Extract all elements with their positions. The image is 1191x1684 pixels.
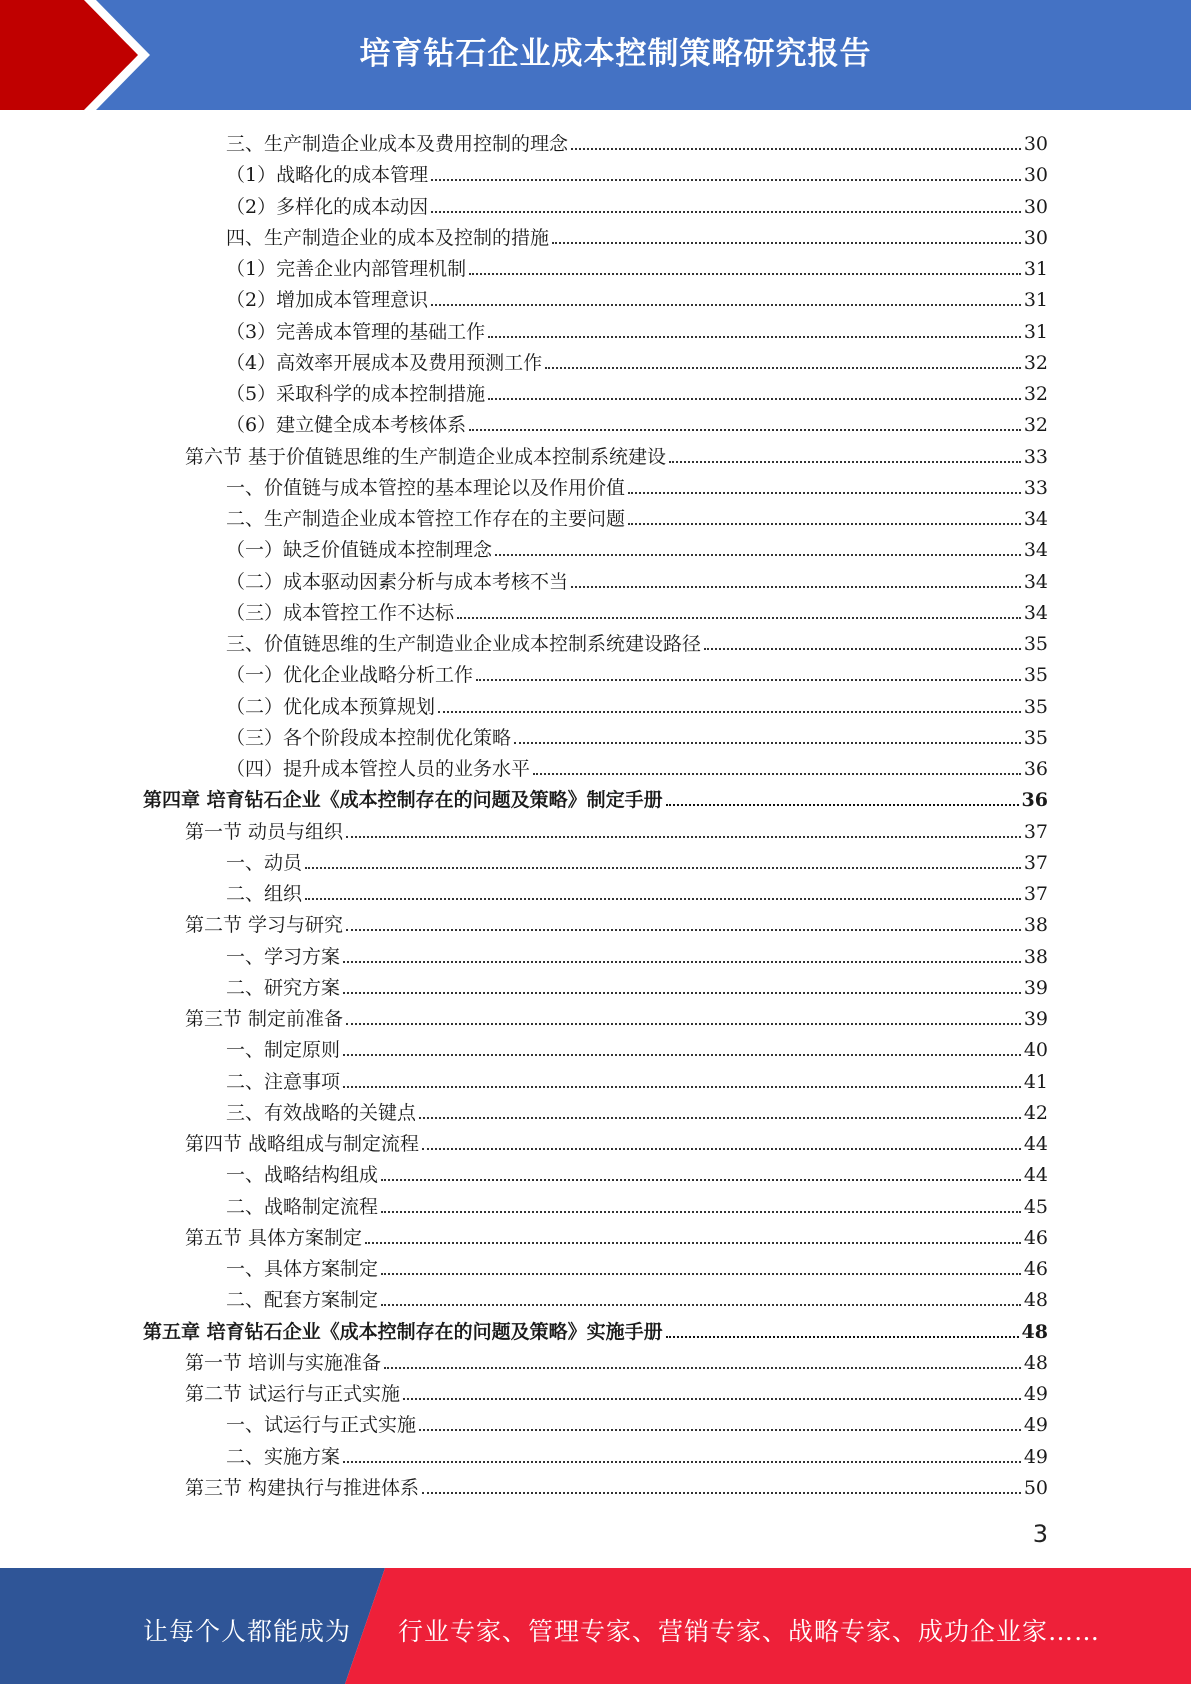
toc-entry-title: 二、战略制定流程 [226, 1196, 379, 1218]
toc-entry-title: 一、价值链与成本管控的基本理论以及作用价值 [226, 477, 626, 499]
toc-entry-page: 49 [1023, 1414, 1048, 1436]
toc-entry-page: 34 [1023, 602, 1048, 624]
toc-entry-page: 49 [1023, 1383, 1048, 1405]
toc-entry-title: 一、试运行与正式实施 [226, 1414, 417, 1436]
toc-dot-leader [552, 242, 1021, 244]
toc-entry-title: 二、研究方案 [226, 977, 341, 999]
toc-entry-page: 49 [1023, 1446, 1048, 1468]
toc-entry-page: 44 [1023, 1164, 1048, 1186]
toc-dot-leader [381, 1179, 1021, 1181]
toc-entry-page: 38 [1023, 914, 1048, 936]
toc-dot-leader [343, 1054, 1021, 1056]
toc-entry-title: 四、生产制造企业的成本及控制的措施 [226, 227, 550, 249]
toc-entry-page: 39 [1023, 977, 1048, 999]
toc-entry-page: 32 [1023, 352, 1048, 374]
toc-entry[interactable] [143, 784, 1048, 812]
toc-entry[interactable] [185, 1472, 1048, 1500]
toc-entry-title: 一、制定原则 [226, 1039, 341, 1061]
toc-dot-leader [704, 648, 1021, 650]
toc-entry-title: （1）战略化的成本管理 [226, 164, 429, 186]
toc-entry-page: 48 [1021, 1321, 1048, 1343]
toc-dot-leader [628, 492, 1021, 494]
toc-entry-page: 37 [1023, 821, 1048, 843]
toc-entry-title: （三）各个阶段成本控制优化策略 [226, 727, 512, 749]
toc-entry[interactable] [226, 534, 1048, 562]
toc-entry[interactable] [226, 1066, 1048, 1094]
toc-dot-leader [495, 554, 1021, 556]
toc-entry-page: 30 [1023, 196, 1048, 218]
page-number: 3 [1032, 1520, 1048, 1548]
toc-entry-page: 36 [1023, 758, 1048, 780]
toc-entry[interactable] [226, 1441, 1048, 1469]
toc-entry-page: 45 [1023, 1196, 1048, 1218]
toc-dot-leader [431, 304, 1021, 306]
toc-entry-title: 第五节 具体方案制定 [185, 1227, 363, 1249]
toc-entry-title: （三）成本管控工作不达标 [226, 602, 455, 624]
toc-dot-leader [571, 148, 1021, 150]
toc-dot-leader [305, 898, 1021, 900]
toc-entry-page: 30 [1023, 164, 1048, 186]
toc-entry-page: 34 [1023, 571, 1048, 593]
toc-entry[interactable] [143, 1316, 1048, 1344]
toc-dot-leader [514, 742, 1021, 744]
toc-entry[interactable] [226, 566, 1048, 594]
toc-entry[interactable] [185, 909, 1048, 937]
footer-banner [0, 1568, 1191, 1684]
toc-entry[interactable] [226, 1284, 1048, 1312]
toc-entry[interactable] [226, 347, 1048, 375]
toc-dot-leader [431, 179, 1021, 181]
toc-entry[interactable] [226, 128, 1048, 156]
toc-dot-leader [343, 1461, 1021, 1463]
toc-dot-leader [431, 211, 1021, 213]
toc-entry[interactable] [226, 503, 1048, 531]
toc-entry[interactable] [185, 1378, 1048, 1406]
toc-entry[interactable] [226, 628, 1048, 656]
toc-entry[interactable] [226, 847, 1048, 875]
toc-entry-page: 35 [1023, 633, 1048, 655]
toc-entry[interactable] [226, 284, 1048, 312]
toc-entry-title: 第二节 学习与研究 [185, 914, 344, 936]
toc-dot-leader [305, 867, 1021, 869]
toc-entry-page: 50 [1023, 1477, 1048, 1499]
toc-dot-leader [384, 1367, 1021, 1369]
toc-dot-leader [346, 836, 1021, 838]
toc-dot-leader [422, 1148, 1021, 1150]
toc-entry-title: （2）多样化的成本动因 [226, 196, 429, 218]
toc-dot-leader [343, 1086, 1021, 1088]
toc-dot-leader [419, 1429, 1021, 1431]
toc-dot-leader [457, 617, 1021, 619]
toc-entry-title: （4）高效率开展成本及费用预测工作 [226, 352, 543, 374]
toc-entry[interactable] [226, 753, 1048, 781]
toc-entry[interactable] [226, 941, 1048, 969]
toc-entry-title: 二、生产制造企业成本管控工作存在的主要问题 [226, 508, 626, 530]
toc-entry-page: 35 [1023, 727, 1048, 749]
toc-entry-title: 一、战略结构组成 [226, 1164, 379, 1186]
toc-entry[interactable] [185, 1003, 1048, 1031]
toc-entry-title: （四）提升成本管控人员的业务水平 [226, 758, 531, 780]
toc-entry-page: 38 [1023, 946, 1048, 968]
toc-entry[interactable] [226, 222, 1048, 250]
footer-slogan-left: 让每个人都能成为 [143, 1617, 352, 1646]
toc-entry-page: 35 [1023, 664, 1048, 686]
toc-entry-page: 48 [1023, 1289, 1048, 1311]
header-banner [0, 0, 1191, 110]
toc-entry[interactable] [185, 1128, 1048, 1156]
toc-dot-leader [343, 992, 1021, 994]
toc-entry[interactable] [185, 1347, 1048, 1375]
toc-entry-title: 一、具体方案制定 [226, 1258, 379, 1280]
toc-entry-page: 30 [1023, 227, 1048, 249]
toc-entry-page: 31 [1023, 258, 1048, 280]
toc-entry[interactable] [226, 1409, 1048, 1437]
toc-entry-title: 三、价值链思维的生产制造业企业成本控制系统建设路径 [226, 633, 702, 655]
toc-entry[interactable] [226, 1191, 1048, 1219]
toc-entry-title: 二、实施方案 [226, 1446, 341, 1468]
toc-entry-title: 二、配套方案制定 [226, 1289, 379, 1311]
toc-dot-leader [346, 929, 1021, 931]
toc-entry[interactable] [226, 316, 1048, 344]
toc-entry[interactable] [226, 722, 1048, 750]
toc-dot-leader [669, 461, 1021, 463]
toc-dot-leader [666, 804, 1019, 806]
toc-entry-title: 三、生产制造企业成本及费用控制的理念 [226, 133, 569, 155]
toc-entry-page: 37 [1023, 883, 1048, 905]
toc-entry-title: 第二节 试运行与正式实施 [185, 1383, 401, 1405]
toc-entry-title: 第一节 培训与实施准备 [185, 1352, 382, 1374]
toc-dot-leader [488, 398, 1021, 400]
toc-entry-page: 31 [1023, 289, 1048, 311]
toc-entry-title: 二、组织 [226, 883, 303, 905]
toc-entry-title: 一、动员 [226, 852, 303, 874]
toc-entry-page: 33 [1023, 446, 1048, 468]
toc-entry[interactable] [226, 1159, 1048, 1187]
toc-entry-page: 32 [1023, 383, 1048, 405]
toc-entry-page: 46 [1023, 1227, 1048, 1249]
toc-dot-leader [381, 1304, 1021, 1306]
toc-entry-page: 44 [1023, 1133, 1048, 1155]
toc-entry[interactable] [226, 691, 1048, 719]
toc-entry-title: （3）完善成本管理的基础工作 [226, 321, 486, 343]
toc-entry-title: （6）建立健全成本考核体系 [226, 414, 467, 436]
toc-entry-page: 46 [1023, 1258, 1048, 1280]
toc-entry-title: 第四节 战略组成与制定流程 [185, 1133, 420, 1155]
toc-entry-title: 三、有效战略的关键点 [226, 1102, 417, 1124]
toc-entry[interactable] [226, 378, 1048, 406]
toc-entry[interactable] [185, 1222, 1048, 1250]
toc-entry-page: 35 [1023, 696, 1048, 718]
toc-entry-page: 42 [1023, 1102, 1048, 1124]
toc-entry-title: 第一节 动员与组织 [185, 821, 344, 843]
toc-dot-leader [438, 711, 1021, 713]
toc-entry[interactable] [226, 972, 1048, 1000]
toc-dot-leader [476, 679, 1021, 681]
toc-entry-title: 第六节 基于价值链思维的生产制造企业成本控制系统建设 [185, 446, 667, 468]
footer-slogan-right: 行业专家、管理专家、营销专家、战略专家、成功企业家…… [398, 1617, 1101, 1646]
toc-entry[interactable] [226, 1034, 1048, 1062]
toc-dot-leader [571, 586, 1021, 588]
toc-entry[interactable] [226, 409, 1048, 437]
toc-entry[interactable] [226, 1253, 1048, 1281]
toc-entry[interactable] [226, 472, 1048, 500]
toc-entry-page: 48 [1023, 1352, 1048, 1374]
toc-entry-title: 二、注意事项 [226, 1071, 341, 1093]
toc-entry[interactable] [226, 253, 1048, 281]
toc-entry-title: 第五章 培育钻石企业《成本控制存在的问题及策略》实施手册 [143, 1321, 663, 1343]
toc-entry-title: （二）优化成本预算规划 [226, 696, 436, 718]
toc-entry-page: 34 [1023, 539, 1048, 561]
toc-entry[interactable] [185, 441, 1048, 469]
toc-dot-leader [628, 523, 1021, 525]
toc-dot-leader [469, 273, 1021, 275]
toc-dot-leader [403, 1398, 1021, 1400]
toc-entry[interactable] [226, 191, 1048, 219]
toc-dot-leader [488, 336, 1021, 338]
toc-dot-leader [365, 1242, 1021, 1244]
document-title: 培育钻石企业成本控制策略研究报告 [359, 36, 872, 72]
toc-entry-page: 41 [1023, 1071, 1048, 1093]
toc-dot-leader [381, 1211, 1021, 1213]
toc-dot-leader [422, 1492, 1021, 1494]
toc-entry-title: 第三节 构建执行与推进体系 [185, 1477, 420, 1499]
toc-entry-title: 一、学习方案 [226, 946, 341, 968]
toc-dot-leader [545, 367, 1021, 369]
toc-dot-leader [419, 1117, 1021, 1119]
toc-entry[interactable] [226, 1097, 1048, 1125]
toc-entry-title: 第四章 培育钻石企业《成本控制存在的问题及策略》制定手册 [143, 789, 663, 811]
toc-entry[interactable] [185, 816, 1048, 844]
toc-entry-page: 33 [1023, 477, 1048, 499]
toc-entry-title: 第三节 制定前准备 [185, 1008, 344, 1030]
toc-dot-leader [346, 1023, 1021, 1025]
toc-entry-page: 39 [1023, 1008, 1048, 1030]
toc-dot-leader [666, 1336, 1019, 1338]
toc-entry[interactable] [226, 159, 1048, 187]
toc-entry-title: （一）缺乏价值链成本控制理念 [226, 539, 493, 561]
toc-entry-page: 36 [1021, 789, 1048, 811]
toc-dot-leader [469, 429, 1021, 431]
toc-entry-title: （5）采取科学的成本控制措施 [226, 383, 486, 405]
toc-entry-page: 32 [1023, 414, 1048, 436]
toc-entry[interactable] [226, 878, 1048, 906]
toc-entry-page: 31 [1023, 321, 1048, 343]
toc-entry[interactable] [226, 659, 1048, 687]
toc-dot-leader [343, 961, 1021, 963]
toc-entry-title: （一）优化企业战略分析工作 [226, 664, 474, 686]
toc-entry[interactable] [226, 597, 1048, 625]
toc-dot-leader [533, 773, 1021, 775]
toc-entry-page: 37 [1023, 852, 1048, 874]
toc-dot-leader [381, 1273, 1021, 1275]
toc-entry-page: 40 [1023, 1039, 1048, 1061]
toc-entry-title: （2）增加成本管理意识 [226, 289, 429, 311]
toc-entry-page: 34 [1023, 508, 1048, 530]
toc-entry-title: （1）完善企业内部管理机制 [226, 258, 467, 280]
toc-entry-title: （二）成本驱动因素分析与成本考核不当 [226, 571, 569, 593]
toc-entry-page: 30 [1023, 133, 1048, 155]
